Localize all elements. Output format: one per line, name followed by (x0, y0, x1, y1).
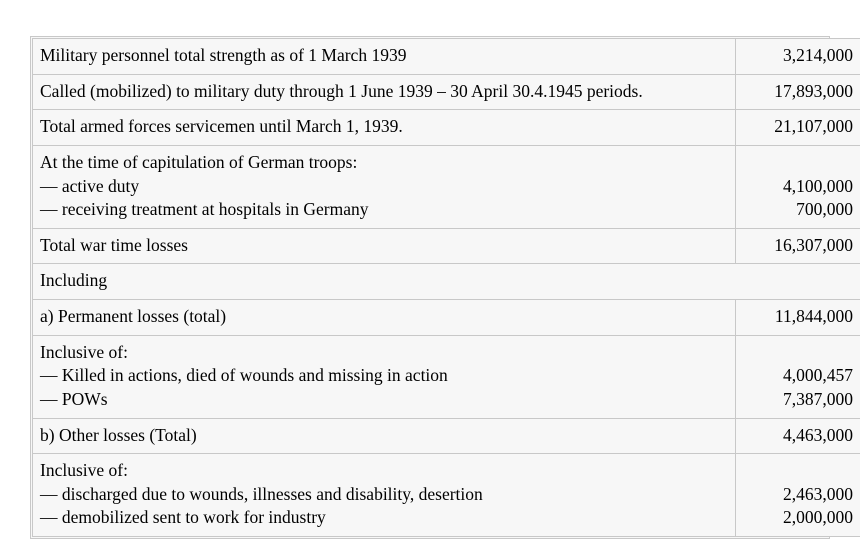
table-cell-label (33, 300, 736, 336)
table-cell-value-line: 7,387,000 (783, 388, 853, 409)
table-cell-label-line: Inclusive of: (40, 341, 128, 362)
table-cell-value-line: 21,107,000 (774, 116, 853, 137)
table-cell-label-line: — active duty (40, 175, 140, 196)
row-other-losses (33, 418, 860, 454)
table-cell-value-line: 11,844,000 (774, 306, 853, 326)
table-cell-label-line: — POWs (40, 388, 108, 409)
table-cell-value (736, 145, 860, 228)
table-cell-label (33, 110, 736, 146)
row-total-wartime-losses (33, 228, 860, 264)
table-cell-label (33, 418, 736, 454)
table-cell-value-line: 16,307,000 (774, 234, 853, 255)
table-cell-label (33, 335, 736, 418)
table-cell-label-line: — receiving treatment at hospitals in Germany (40, 199, 369, 220)
table-cell-value-line: 4,100,000 (783, 175, 853, 196)
table-cell-label-line: b) Other losses (Total) (40, 424, 197, 445)
table-cell-value (736, 228, 860, 264)
row-total-strength (33, 39, 860, 75)
table-cell-value-line: 17,893,000 (774, 80, 853, 101)
row-mobilized (33, 74, 860, 110)
table-cell-value (736, 454, 860, 537)
table-cell-value-line: 700,000 (796, 199, 853, 220)
table-cell-label (33, 228, 736, 264)
table-cell-value (736, 74, 860, 110)
table-cell-label-line: Including (40, 270, 108, 291)
table-cell-value (736, 300, 860, 336)
table-cell-value-line: 2,463,000 (783, 483, 853, 504)
table-cell-value (736, 110, 860, 146)
table-cell-value (736, 39, 860, 75)
table-cell-label-line: — discharged due to wounds, illnesses and disability, desertion (40, 483, 483, 504)
table-cell-label (33, 74, 736, 110)
row-at-capitulation (33, 145, 860, 228)
table-cell-value (736, 418, 860, 454)
row-other-losses-breakdown (33, 454, 860, 537)
table-cell-label (33, 264, 860, 300)
statistics-table (32, 38, 860, 537)
row-permanent-losses-breakdown (33, 335, 860, 418)
statistics-table-body (33, 39, 860, 537)
table-cell-label-line: Total war time losses (40, 234, 188, 255)
row-including (33, 264, 860, 300)
table-cell-value-line: 3,214,000 (783, 45, 853, 65)
table-cell-value-line: 4,000,457 (783, 365, 853, 386)
table-cell-label-line: At the time of capitulation of German troops: (40, 151, 358, 172)
table-cell-label-line: Inclusive of: (40, 460, 128, 481)
row-total-servicemen (33, 110, 860, 146)
table-cell-label (33, 145, 736, 228)
table-cell-label-line: — Killed in actions, died of wounds and missing in action (40, 365, 448, 386)
table-cell-label-line: — demobilized sent to work for industry (40, 507, 326, 528)
table-cell-label-line: Total armed forces servicemen until March 1, 1939. (40, 116, 403, 137)
table-cell-label (33, 39, 736, 75)
table-cell-label-line: Called (mobilized) to military duty through 1 June 1939 – 30 April 30.4.1945 periods. (40, 80, 643, 101)
table-cell-value-line: 4,463,000 (783, 424, 853, 445)
table-cell-value-line: 2,000,000 (783, 507, 853, 528)
table-cell-label (33, 454, 736, 537)
table-cell-value (736, 335, 860, 418)
table-cell-label-line: Military personnel total strength as of 1 March 1939 (40, 45, 407, 65)
table-cell-label-line: a) Permanent losses (total) (40, 306, 227, 326)
row-permanent-losses (33, 300, 860, 336)
statistics-table-container (30, 36, 853, 539)
